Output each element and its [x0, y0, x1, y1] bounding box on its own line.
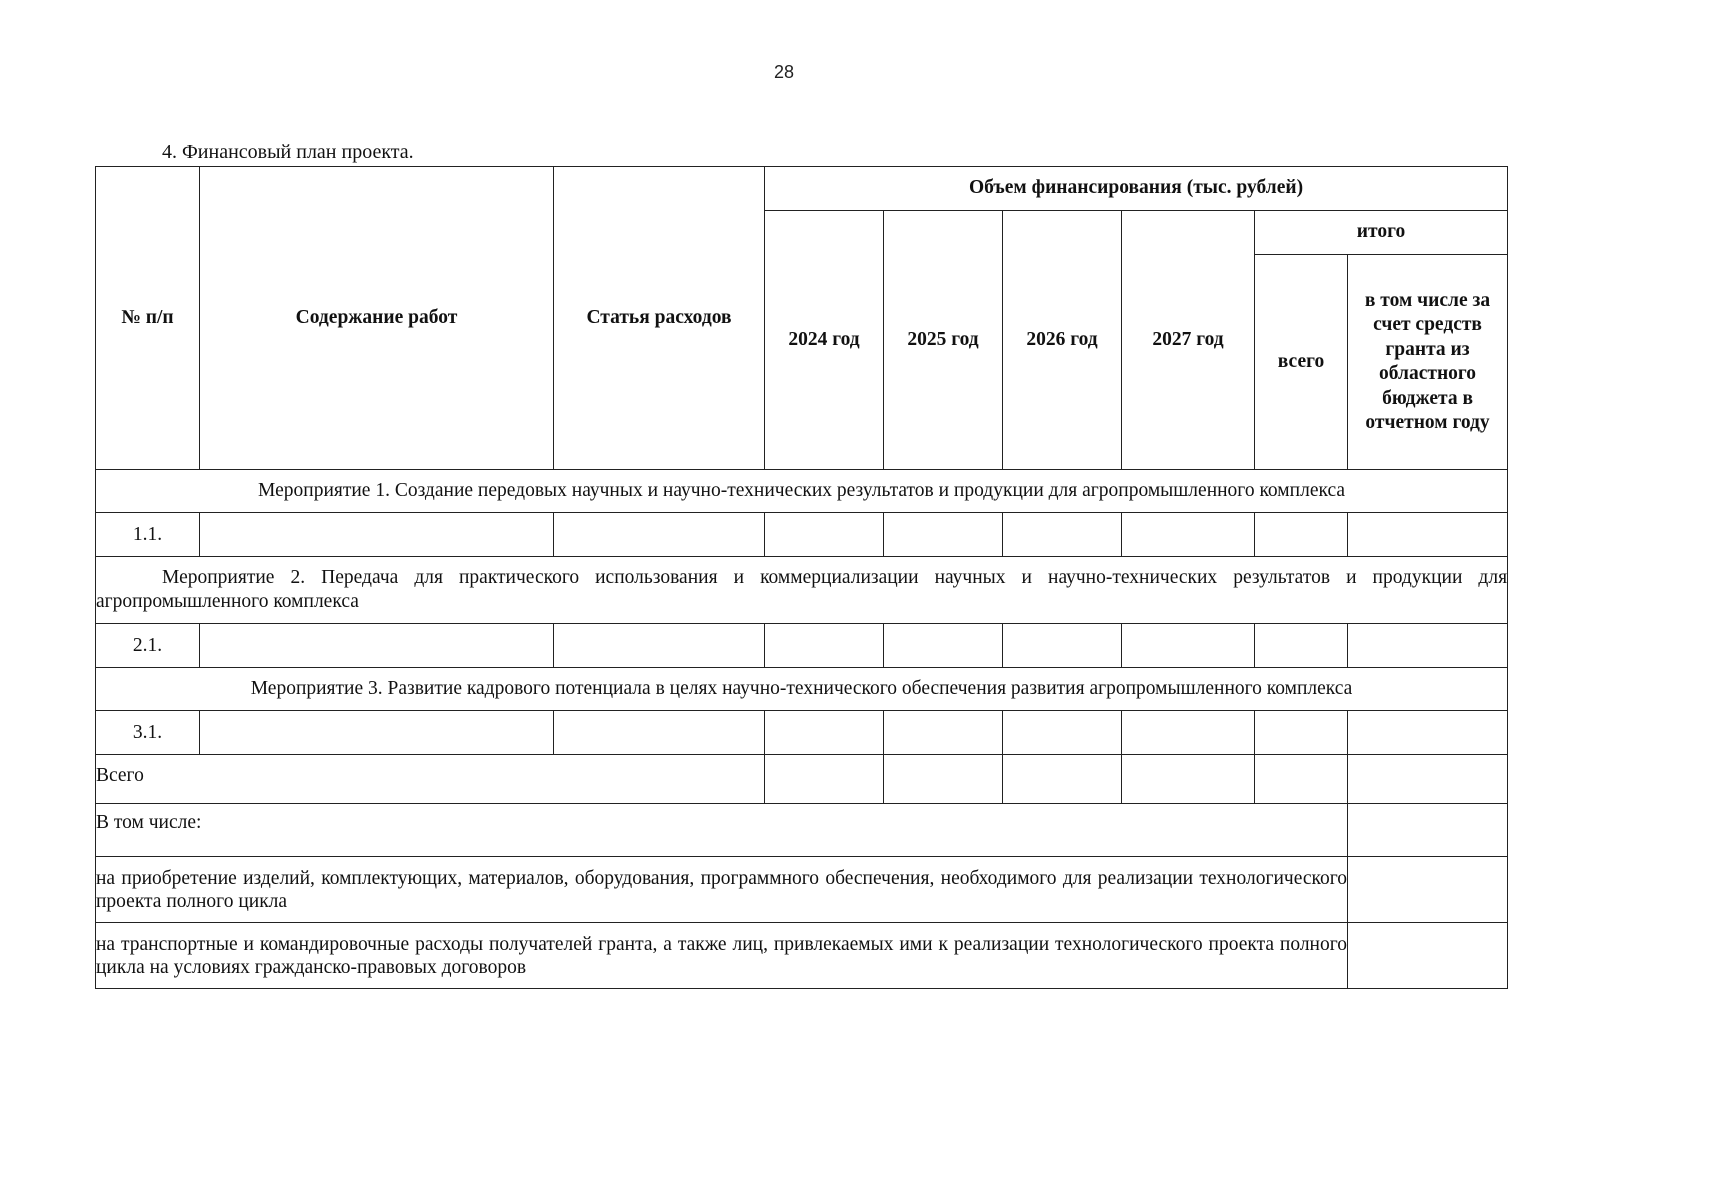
cell-2026 — [1003, 624, 1122, 668]
header-total-group: итого — [1255, 211, 1508, 255]
header-total-all: всего — [1255, 255, 1348, 470]
including-value — [1348, 804, 1508, 857]
header-total-grant: в том числе за счет средств гранта из областного бюджета в отчетном году — [1348, 255, 1508, 470]
cell-2024 — [765, 624, 884, 668]
event-row-2: Мероприятие 2. Передача для практического использования и коммерциализации научных и научно-технических результатов и продукции для агропромышленного комплекса — [96, 557, 1508, 624]
cell-2027 — [1122, 513, 1255, 557]
total-row — [96, 755, 1508, 804]
cell-2027 — [1122, 624, 1255, 668]
table-row — [96, 624, 1508, 668]
including-item-2-value — [1348, 923, 1508, 989]
including-item-row — [96, 857, 1508, 923]
including-item-row — [96, 923, 1508, 989]
header-content: Содержание работ — [200, 167, 554, 470]
total-2027 — [1122, 755, 1255, 804]
cell-2025 — [884, 711, 1003, 755]
header-year-2025: 2025 год — [884, 211, 1003, 470]
cell-2025 — [884, 624, 1003, 668]
including-label: В том числе: — [96, 804, 1348, 857]
cell-2024 — [765, 513, 884, 557]
cell-content — [200, 513, 554, 557]
including-item-2: на транспортные и командировочные расходы получателей гранта, а также лиц, привлекаемых ими к реализации технологического проекта полного цикла на условиях гражданско-правовых договоров — [96, 923, 1348, 989]
total-grant — [1348, 755, 1508, 804]
row-number: 3.1. — [96, 711, 200, 755]
event-row-3: Мероприятие 3. Развитие кадрового потенциала в целях научно-технического обеспечения развития агропромышленного комплекса — [96, 668, 1508, 711]
header-year-2026: 2026 год — [1003, 211, 1122, 470]
table-row — [96, 711, 1508, 755]
cell-total-grant — [1348, 624, 1508, 668]
cell-expense — [554, 624, 765, 668]
header-num: № п/п — [96, 167, 200, 470]
including-item-1-value — [1348, 857, 1508, 923]
financial-plan-table — [95, 166, 1508, 989]
including-item-1: на приобретение изделий, комплектующих, материалов, оборудования, программного обеспечения, необходимого для реализации технологического проекта полного цикла — [96, 857, 1348, 923]
cell-total-all — [1255, 624, 1348, 668]
cell-expense — [554, 513, 765, 557]
header-expense: Статья расходов — [554, 167, 765, 470]
total-2024 — [765, 755, 884, 804]
header-year-2027: 2027 год — [1122, 211, 1255, 470]
cell-2026 — [1003, 711, 1122, 755]
section-title: 4. Финансовый план проекта. — [162, 141, 414, 163]
cell-2025 — [884, 513, 1003, 557]
table-row — [96, 513, 1508, 557]
total-2025 — [884, 755, 1003, 804]
including-row — [96, 804, 1508, 857]
cell-2024 — [765, 711, 884, 755]
cell-total-grant — [1348, 513, 1508, 557]
total-all — [1255, 755, 1348, 804]
cell-content — [200, 711, 554, 755]
cell-2026 — [1003, 513, 1122, 557]
cell-expense — [554, 711, 765, 755]
cell-2027 — [1122, 711, 1255, 755]
cell-total-grant — [1348, 711, 1508, 755]
cell-total-all — [1255, 513, 1348, 557]
total-label: Всего — [96, 755, 765, 804]
header-year-2024: 2024 год — [765, 211, 884, 470]
cell-content — [200, 624, 554, 668]
event-row-1: Мероприятие 1. Создание передовых научных и научно-технических результатов и продукции для агропромышленного комплекса — [96, 470, 1508, 513]
total-2026 — [1003, 755, 1122, 804]
row-number: 1.1. — [96, 513, 200, 557]
page-number: 28 — [773, 62, 795, 82]
cell-total-all — [1255, 711, 1348, 755]
header-funding: Объем финансирования (тыс. рублей) — [765, 167, 1508, 211]
row-number: 2.1. — [96, 624, 200, 668]
